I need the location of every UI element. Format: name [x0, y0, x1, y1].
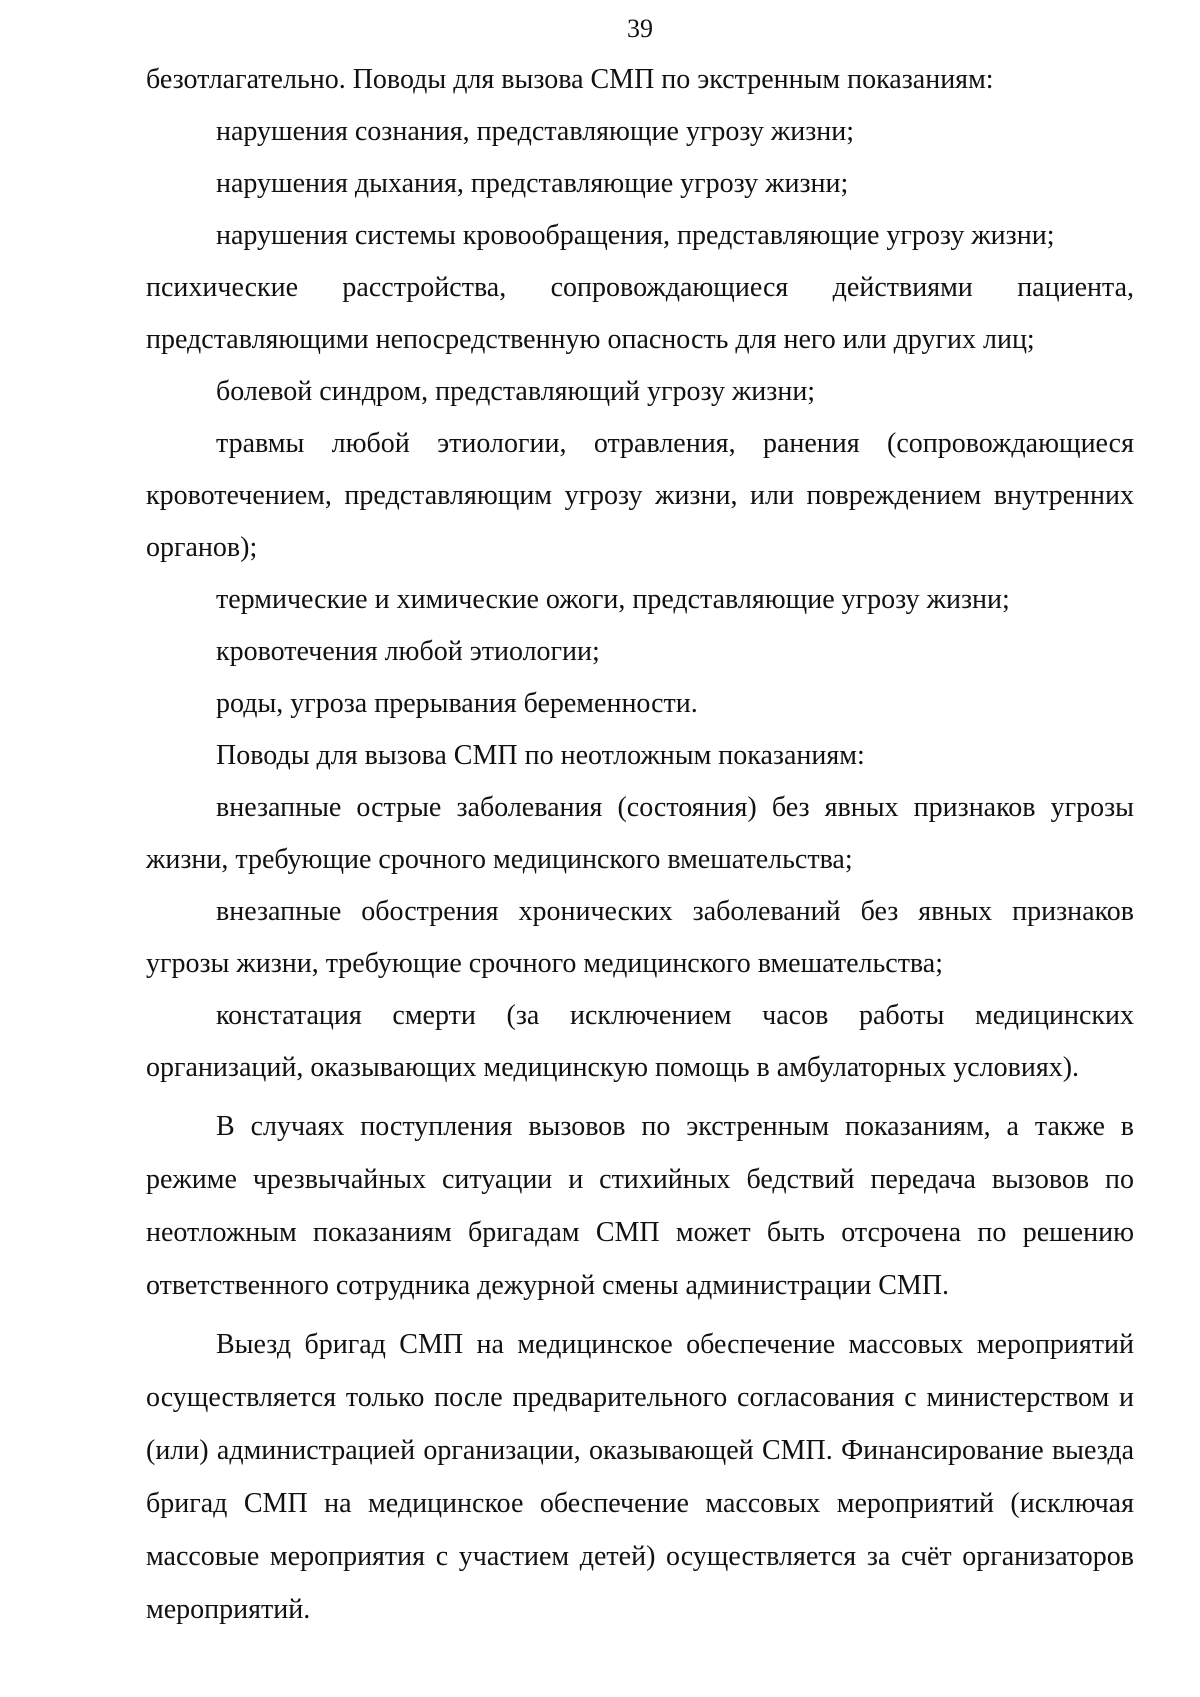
- list-item: нарушения дыхания, представляющие угрозу жизни;: [216, 168, 849, 199]
- list-item: внезапные обострения хронических заболеваний без явных признаков угрозы жизни, требующие срочного медицинского вмешательства;: [146, 896, 1134, 979]
- list-item: роды, угроза прерывания беременности.: [216, 688, 698, 719]
- list-item: кровотечения любой этиологии;: [216, 636, 600, 667]
- section-lead: Поводы для вызова СМП по неотложным показаниям:: [216, 740, 865, 771]
- list-item: травмы любой этиологии, отравления, ранения (сопровождающиеся кровотечением, представляющим угрозу жизни, или повреждением внутренних органов);: [146, 428, 1134, 563]
- document-body: [146, 54, 1134, 1636]
- list-item: термические и химические ожоги, представляющие угрозу жизни;: [216, 584, 1010, 615]
- list-item: психические расстройства, сопровождающиеся действиями пациента, представляющими непосредственную опасность для него или других лиц;: [146, 272, 1134, 355]
- list-item: внезапные острые заболевания (состояния) без явных признаков угрозы жизни, требующие срочного медицинского вмешательства;: [146, 792, 1134, 875]
- paragraph: В случаях поступления вызовов по экстренным показаниям, а также в режиме чрезвычайных ситуации и стихийных бедствий передача вызовов по неотложным показаниям бригадам СМП может быть отсрочена по решению ответственного сотрудника дежурной смены администрации СМП.: [146, 1111, 1134, 1301]
- list-item: констатация смерти (за исключением часов работы медицинских организаций, оказывающих медицинскую помощь в амбулаторных условиях).: [146, 1000, 1134, 1083]
- paragraph: безотлагательно. Поводы для вызова СМП по экстренным показаниям:: [146, 64, 994, 95]
- list-item: болевой синдром, представляющий угрозу жизни;: [216, 376, 816, 407]
- list-item: нарушения системы кровообращения, представляющие угрозу жизни;: [216, 220, 1055, 251]
- list-item: нарушения сознания, представляющие угрозу жизни;: [216, 116, 855, 147]
- paragraph: Выезд бригад СМП на медицинское обеспечение массовых мероприятий осуществляется только после предварительного согласования с министерством и (или) администрацией организации, оказывающей СМП. Финансирование выезда бригад СМП на медицинское обеспечение массовых мероприятий (исключая массовые мероприятия с участием детей) осуществляется за счёт организаторов мероприятий.: [146, 1329, 1134, 1625]
- page-number: 39: [627, 14, 653, 43]
